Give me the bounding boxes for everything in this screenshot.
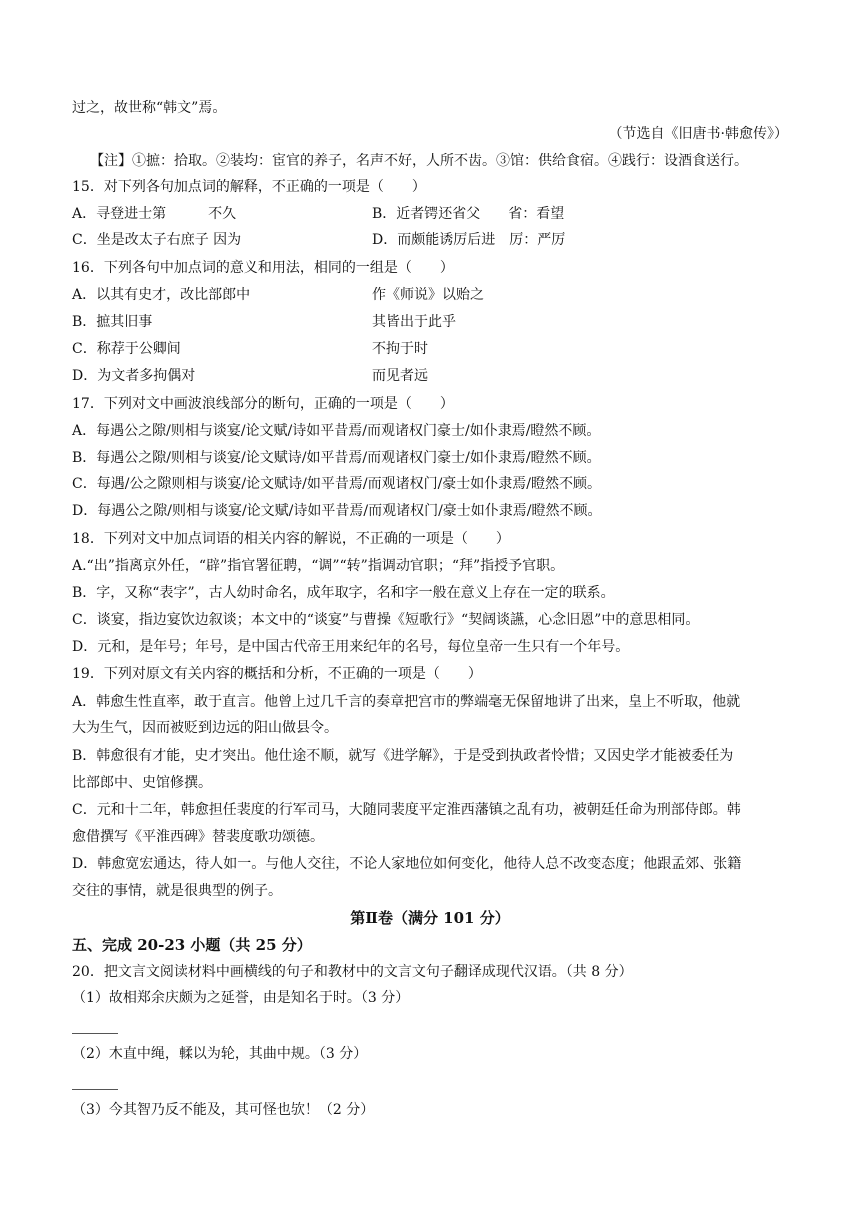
q15-option-c: C．坐是改太子右庶子 因为 [72,232,242,248]
q16-option-c-right: 不拘于时 [372,341,428,357]
passage-tail: 过之，故世称“韩文”焉。 [72,100,227,116]
q17-option-c: C．每遇/公之隙则相与谈宴/论文赋诗/如平昔焉/而观诸权门/豪士如仆隶焉/瞪然不顾。 [72,476,602,492]
q17-stem: 17．下列对文中画波浪线部分的断句，正确的一项是（ ） [72,396,454,412]
q20-item-3: （3）今其智乃反不能及，其可怪也欤！（2 分） [72,1102,375,1118]
q15-option-a: A．寻登进士第 不久 [72,206,237,222]
q18-option-c: C．谈宴，指边宴饮边叙谈；本文中的“谈宴”与曹操《短歌行》“契阔谈讌，心念旧恩”中的意思相同。 [72,612,700,628]
source-citation: （节选自《旧唐书·韩愈传》） [608,126,788,142]
section-five-title: 五、完成 20-23 小题（共 25 分） [72,936,312,954]
annotation-note: 【注】①摭：拾取。②装均：宦官的养子，名声不好，人所不齿。③馆：供给食宿。④践行：设酒食送行。 [90,153,748,169]
q19-option-b-line1: B．韩愈很有才能，史才突出。他仕途不顺，就写《进学解》，于是受到执政者怜惜；又因史学才能被委任为 [72,748,734,764]
q15-option-d: D．而颇能诱厉后进 厉：严厉 [372,232,566,248]
q19-option-a-line1: A．韩愈生性直率，敢于直言。他曾上过几千言的奏章把宫市的弊端毫无保留地讲了出来，皇上不听取，他就 [72,694,741,710]
q18-stem: 18．下列对文中加点词语的相关内容的解说，不正确的一项是（ ） [72,531,510,547]
q19-stem: 19．下列对原文有关内容的概括和分析，不正确的一项是（ ） [72,666,482,682]
q16-option-a-left: A．以其有史才，改比部郎中 [72,287,251,303]
q19-option-d-line2: 交往的事情，就是很典型的例子。 [72,883,282,899]
q16-option-a-right: 作《师说》以贻之 [372,287,484,303]
q15-stem: 15．对下列各句加点词的解释，不正确的一项是（ ） [72,179,426,195]
q16-option-d-left: D．为文者多拘偶对 [72,368,196,384]
q17-option-a: A．每遇公之隙/则相与谈宴/论文赋/诗如平昔焉/而观诸权门豪士/如仆隶焉/瞪然不顾。 [72,423,601,439]
q19-option-d-line1: D．韩愈宽宏通达，待人如一。与他人交往，不论人家地位如何变化，他待人总不改变态度；他跟孟郊、张籍 [72,856,742,872]
q15-option-b: B．近者锷还省父 省：看望 [372,206,565,222]
answer-line-1[interactable] [72,1033,118,1034]
q18-option-d: D．元和，是年号；年号，是中国古代帝王用来纪年的名号，每位皇帝一生只有一个年号。 [72,639,630,655]
q16-option-b-left: B．摭其旧事 [72,314,153,330]
q18-option-a: A.“出”指离京外任，“辟”指官署征聘，“调”“转”指调动官职；“拜”指授予官职。 [72,558,565,574]
q16-option-c-left: C．称荐于公卿间 [72,341,181,357]
q16-stem: 16．下列各句中加点词的意义和用法，相同的一组是（ ） [72,260,454,276]
q19-option-c-line2: 愈借撰写《平淮西碑》替裴度歌功颂德。 [72,829,324,845]
q19-option-a-line2: 大为生气，因而被贬到边远的阳山做县令。 [72,720,338,736]
q16-option-d-right: 而见者远 [372,368,428,384]
q18-option-b: B．字，又称“表字”，古人幼时命名，成年取字，名和字一般在意义上存在一定的联系。 [72,585,615,601]
q20-item-2: （2）木直中绳，輮以为轮，其曲中规。（3 分） [72,1046,368,1062]
q20-item-1: （1）故相郑余庆颇为之延誉，由是知名于时。（3 分） [72,990,410,1006]
q17-option-d: D．每遇公之隙/则相与谈宴/论文赋/诗如平昔焉/而观诸权门/豪士如仆隶焉/瞪然不顾。 [72,503,602,519]
answer-line-2[interactable] [72,1089,118,1090]
q19-option-b-line2: 比部郎中、史馆修撰。 [72,775,212,791]
q20-stem: 20．把文言文阅读材料中画横线的句子和教材中的文言文句子翻译成现代汉语。（共 8 分） [72,964,633,980]
part-two-title: 第Ⅱ卷（满分 101 分） [350,909,510,927]
q19-option-c-line1: C．元和十二年，韩愈担任裴度的行军司马，大随同裴度平定淮西藩镇之乱有功，被朝廷任命为刑部侍郎。韩 [72,802,741,818]
q17-option-b: B．每遇公之隙/则相与谈宴/论文赋诗/如平昔焉/而观诸权门豪士/如仆隶焉/瞪然不顾。 [72,450,601,466]
q16-option-b-right: 其皆出于此乎 [372,314,456,330]
